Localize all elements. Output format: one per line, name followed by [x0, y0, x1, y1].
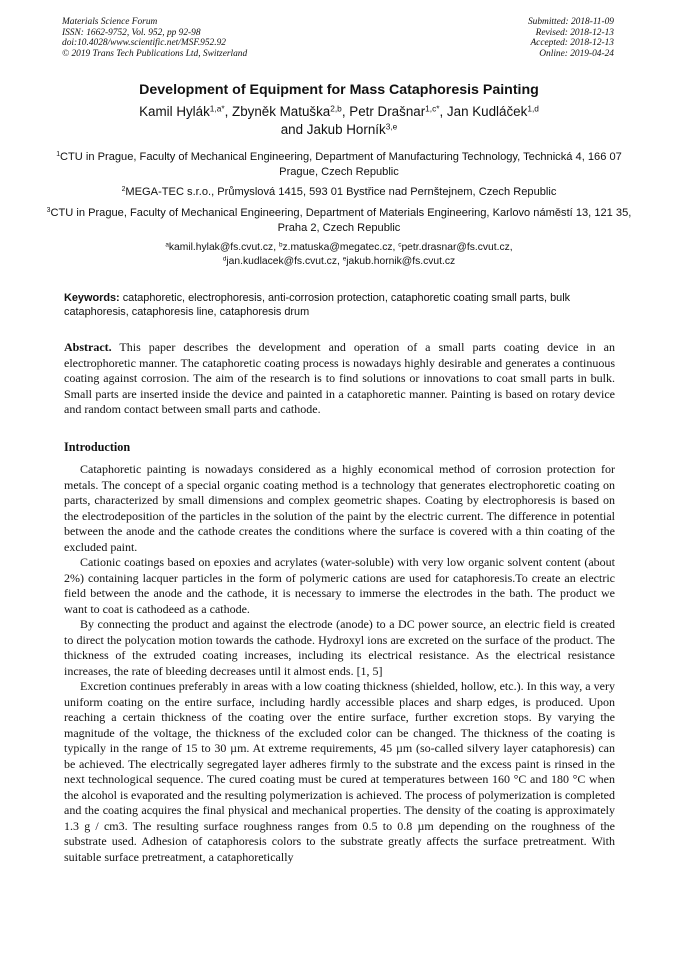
- author-affiliation-mark: 2,b: [330, 103, 342, 114]
- email-link[interactable]: kamil.hylak@fs.cvut.cz: [168, 242, 274, 253]
- email-link[interactable]: jan.kudlacek@fs.cvut.cz: [226, 256, 337, 268]
- email-mark: b: [278, 241, 283, 249]
- author-name: Kamil Hylák: [139, 104, 210, 119]
- author-name: Jakub Horník: [306, 121, 386, 137]
- email-link[interactable]: z.matuska@megatec.cz: [282, 242, 393, 253]
- abstract-label: Abstract.: [64, 340, 112, 354]
- section-heading-introduction: Introduction: [64, 440, 131, 454]
- author-separator: ,: [224, 104, 233, 119]
- journal-name: Materials Science Forum: [62, 17, 158, 27]
- author-name: Jan Kudláček: [446, 104, 528, 119]
- author-separator: ,: [341, 104, 350, 119]
- journal-doi[interactable]: doi:10.4028/www.scientific.net/MSF.952.92: [62, 38, 226, 49]
- email-mark: d: [222, 255, 227, 263]
- date-revised: Revised: 2018-12-13: [535, 27, 614, 38]
- author-list: [40, 103, 638, 138]
- email-line-1: $^a$kamil.hylak@fs.cvut.cz, $^b$z.matuska@megatec.cz, $^c$petr.drasnar@fs.cvut.cz,: [165, 241, 513, 253]
- keywords-text: cataphoretic, electrophoresis, anti-corrosion protection, cataphoretic coating small parts, bulk cataphoresis, cataphoresis line, cataphoresis drum: [64, 292, 571, 319]
- affiliation-3: [40, 206, 638, 236]
- author-line-2: [40, 121, 638, 139]
- author-name: Petr Drašnar: [349, 104, 426, 119]
- paragraph: Excretion continues preferably in areas with a low coating thickness (shielded, hollow, etc.). In this way, a very uniform coating on the entire surface, including hardly accessible places and sharp edges, is produced. Upon reaching a certain thickness of the coating over the entire surface, further excretion stops. By varying the magnitude of the voltage, the thickness of the excluded color can be changed. The thickness of the coating is typically in the range of 15 to 30 µm. At extreme requirements, 45 µm (so-called silvery layer cataphoresis) can be achieved. The electrically segregated layer adheres firmly to the substrate and the excess paint is rinsed in the next technological sequence. The cured coating must be cured at temperatures between 160 °C and 180 °C when the alcohol is evaporated and the resulting polymerization is achieved. The process of polymerization is completed and the coating acquires the final physical and mechanical properties. The density of the coating is approximately 1.3 g / cm3. The resulting surface roughness ranges from 0.5 to 0.8 µm depending on the roughness of the substrate used. Adhesion of cataphoresis colors to the substrate greatly affects the surface pretreatment. With suitable surface pretreatment, a cataphoretically: [64, 679, 615, 864]
- email-mark: c: [398, 241, 402, 249]
- keywords: [64, 291, 615, 320]
- author-name: Zbyněk Matuška: [232, 104, 331, 119]
- journal-copyright: © 2019 Trans Tech Publications Ltd, Switzerland: [62, 48, 248, 59]
- affiliation-text: CTU in Prague, Faculty of Mechanical Engineering, Department of Manufacturing Technology, Technická 4, 166 07 Prague, Czech Republic: [60, 151, 622, 178]
- author-affiliation-mark: 1,d: [527, 103, 539, 114]
- date-submitted: Submitted: 2018-11-09: [527, 17, 614, 27]
- author-affiliation-mark: 3,e: [385, 120, 398, 131]
- introduction-body: [64, 462, 615, 865]
- journal-issn: ISSN: 1662-9752, Vol. 952, pp 92-98: [62, 27, 201, 38]
- affiliation-mark: 1: [56, 151, 61, 159]
- paragraph: Cataphoretic painting is nowadays considered as a highly economical method of corrosion protection for metals. The concept of a special organic coating method is a technology that generates electrophoretic coating on parts, characterized by small dimensions and complex geometric shapes. Coating by electrophoresis is based on the electrodeposition of the particles in the solution of the paint by the electric current. The difference in potential between the anode and the cathode creates the conditions where the surface is covered with a thin coating of the excluded paint.: [64, 462, 615, 554]
- abstract-text: This paper describes the development and operation of a small parts coating device in an electrophoretic manner. The cataphoretic coating process is nowadays highly desirable and generates a continuous coating against corrosion. The aim of the research is to find solutions or innovations to coat small parts in bulk. Small parts are inserted inside the device and painted in a cataphoretic manner. Painting is based on rotary device and random contact between small parts and cathode.: [64, 340, 615, 416]
- author-and: and: [280, 121, 307, 137]
- journal-info: [62, 17, 247, 59]
- author-line-1: [40, 103, 638, 121]
- author-affiliation-mark: 1,c*: [425, 103, 440, 114]
- email-link[interactable]: jakub.hornik@fs.cvut.cz: [346, 256, 456, 268]
- keywords-label: Keywords:: [64, 292, 120, 304]
- email-mark: a: [165, 241, 169, 249]
- author-affiliation-mark: 1,a*: [209, 103, 225, 114]
- affiliation-text: MEGA-TEC s.r.o., Průmyslová 1415, 593 01 Bystřice nad Pernštejnem, Czech Republic: [125, 186, 557, 198]
- affiliation-1: [40, 150, 638, 180]
- abstract: [64, 340, 615, 418]
- email-link[interactable]: petr.drasnar@fs.cvut.cz: [401, 242, 510, 253]
- affiliation-text: CTU in Prague, Faculty of Mechanical Engineering, Department of Materials Engineering, Karlovo náměstí 13, 121 35, Praha 2, Czech Republic: [50, 207, 632, 234]
- author-separator: ,: [439, 104, 447, 119]
- paragraph: Cationic coatings based on epoxies and acrylates (water-soluble) with very low organic solvent content (about 2%) containing lacquer particles in the form of polymeric cations are used for cataphoresis.To create an electric field between the anode and the cathode, it is necessary to immerse the electrodes in the bath. The product we want to coat is cathodeed as a cathode.: [64, 555, 615, 616]
- affiliation-mark: 3: [46, 207, 51, 215]
- email-mark: e: [342, 255, 347, 263]
- paper-title: Development of Equipment for Mass Cataphoresis Painting: [139, 82, 539, 98]
- email-list: [40, 241, 638, 269]
- date-accepted: Accepted: 2018-12-13: [530, 38, 614, 49]
- publication-dates: [528, 17, 614, 59]
- paragraph: By connecting the product and against the electrode (anode) to a DC power source, an electric field is created to direct the polycation motion towards the cathode. Hydroxyl ions are excreted on the surface of the product. The thickness of the extruded coating increases, including its electrical resistance. As the electrical resistance increases, the rate of bleeding decreases until it almost ends. [1, 5]: [64, 617, 615, 678]
- email-line-2: $^d$jan.kudlacek@fs.cvut.cz, $^e$jakub.hornik@fs.cvut.cz: [222, 255, 456, 268]
- affiliation-2: [40, 185, 638, 200]
- affiliation-mark: 2: [121, 186, 126, 194]
- date-online: Online: 2019-04-24: [539, 48, 614, 59]
